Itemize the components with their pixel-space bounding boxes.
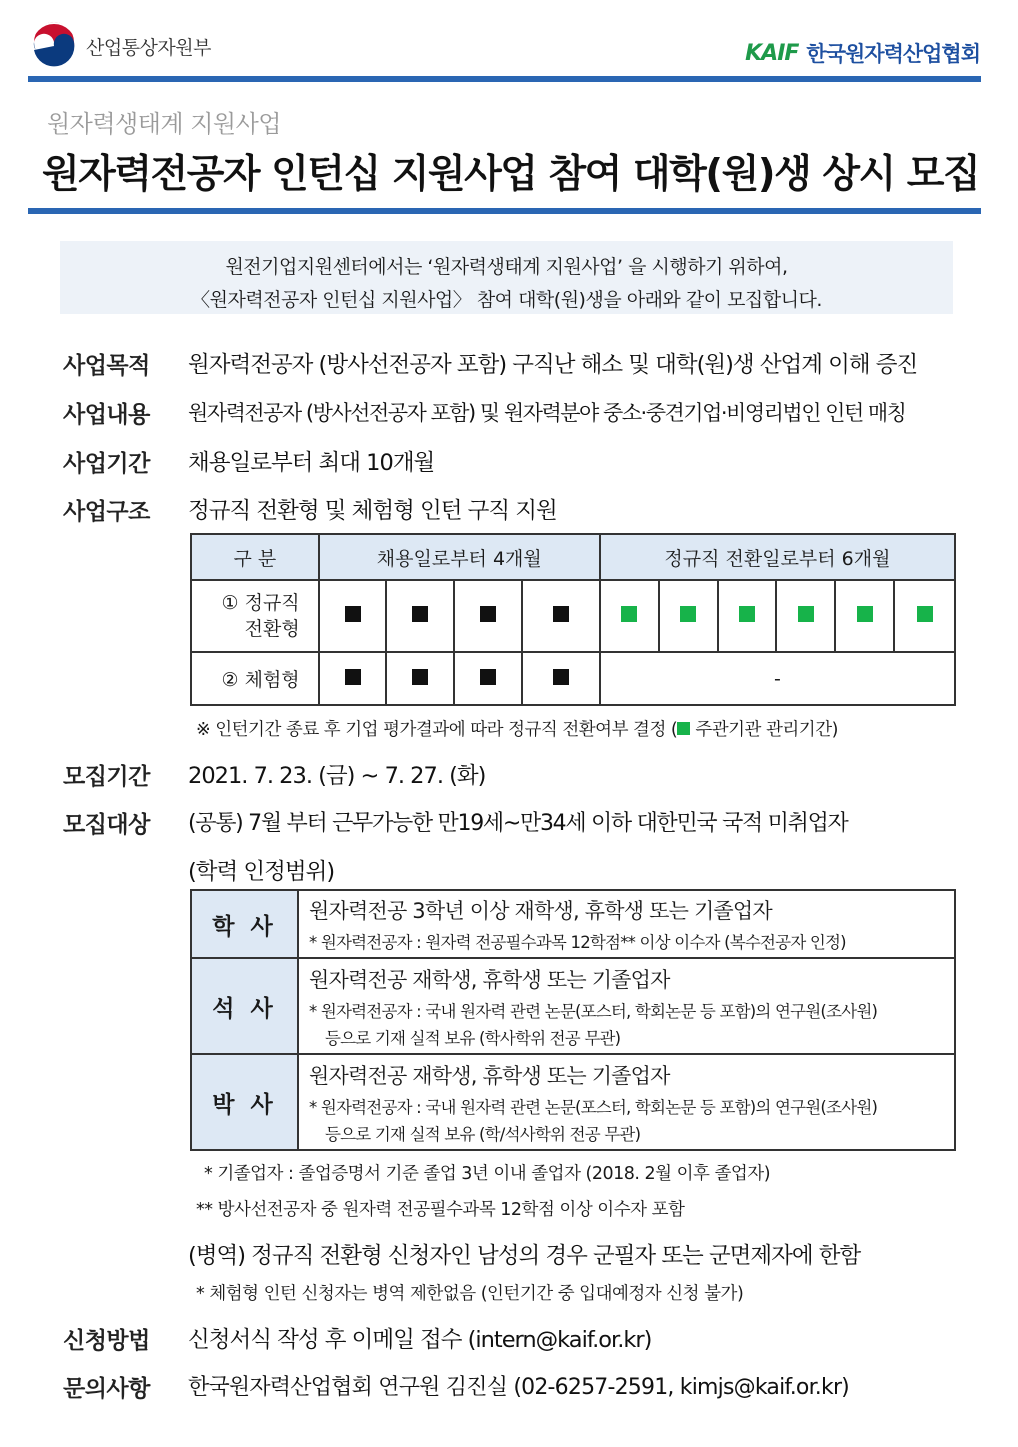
header-first-period: 채용일로부터 4개월 bbox=[319, 534, 600, 580]
contact-label: 문의사항 bbox=[63, 1376, 150, 1402]
intro-line-2: 〈원자력전공자 인턴십 지원사업〉 참여 대학(원)생을 아래와 같이 모집합니다. bbox=[191, 289, 822, 311]
graduate-note: * 기졸업자 : 졸업증명서 기준 졸업 3년 이내 졸업자 (2018. 2월 이후 졸업자) bbox=[204, 1164, 771, 1184]
black-square-icon bbox=[553, 669, 569, 685]
page-subtitle: 원자력생태계 지원사업 bbox=[47, 110, 281, 138]
master-main: 원자력전공 재학생, 휴학생 또는 기졸업자 bbox=[309, 967, 670, 992]
doctor-sub-2: 등으로 기재 실적 보유 (학/석사학위 전공 무관) bbox=[325, 1124, 641, 1144]
bachelor-sub: * 원자력전공자 : 원자력 전공필수과목 12학점** 이상 이수자 (복수전공자 인정) bbox=[309, 933, 846, 952]
recruit-period-label: 모집기간 bbox=[63, 764, 150, 790]
degree-doctor: 박 사 bbox=[191, 1054, 298, 1150]
military-note: * 체험형 인턴 신청자는 병역 제한없음 (인턴기간 중 입대예정자 신청 불가) bbox=[196, 1284, 744, 1304]
top-divider bbox=[28, 76, 981, 82]
master-sub-2: 등으로 기재 실적 보유 (학사학위 전공 무관) bbox=[325, 1028, 621, 1048]
title-divider bbox=[28, 208, 981, 214]
recruit-target-value: (공통) 7월 부터 근무가능한 만19세~만34세 이하 대한민국 국적 미취업자 bbox=[188, 811, 848, 836]
structure-row-conversion bbox=[191, 580, 955, 652]
degree-bachelor: 학 사 bbox=[191, 890, 298, 958]
recruit-period-value: 2021. 7. 23. (금) ~ 7. 27. (화) bbox=[188, 763, 486, 789]
header-category: 구 분 bbox=[191, 534, 319, 580]
green-square-icon bbox=[917, 606, 933, 622]
structure-note-prefix: ※ 인턴기간 종료 후 기업 평가결과에 따라 정규직 전환여부 결정 ( bbox=[196, 720, 678, 740]
period-value: 채용일로부터 최대 10개월 bbox=[188, 450, 435, 476]
green-square-icon bbox=[798, 606, 814, 622]
education-row-bachelor bbox=[191, 890, 955, 958]
black-square-icon bbox=[480, 669, 496, 685]
green-square-icon bbox=[677, 722, 690, 735]
green-square-icon bbox=[621, 606, 637, 622]
radiation-note: ** 방사선전공자 중 원자력 전공필수과목 12학점 이상 이수자 포함 bbox=[196, 1200, 685, 1220]
military-condition: (병역) 정규직 전환형 신청자인 남성의 경우 군필자 또는 군면제자에 한함 bbox=[188, 1243, 861, 1269]
ministry-name: 산업통상자원부 bbox=[86, 36, 211, 59]
black-square-icon bbox=[345, 606, 361, 622]
row-experience-second: - bbox=[600, 652, 955, 705]
content-label: 사업내용 bbox=[63, 402, 150, 428]
black-square-icon bbox=[412, 669, 428, 685]
intro-line-1: 원전기업지원센터에서는 ‘원자력생태계 지원사업’ 을 시행하기 위하여, bbox=[225, 256, 788, 278]
header-second-period: 정규직 전환일로부터 6개월 bbox=[600, 534, 955, 580]
structure-label: 사업구조 bbox=[63, 499, 150, 525]
purpose-value: 원자력전공자 (방사선전공자 포함) 구직난 해소 및 대학(원)생 산업계 이해 증진 bbox=[188, 352, 918, 378]
row-conversion-label-b: 전환형 bbox=[244, 618, 300, 640]
education-row-master bbox=[191, 958, 955, 1054]
purpose-label: 사업목적 bbox=[63, 353, 150, 379]
taeguk-icon bbox=[30, 22, 78, 70]
education-heading: (학력 인정범위) bbox=[188, 859, 335, 885]
structure-note-suffix: 주관기관 관리기간) bbox=[690, 720, 838, 740]
contact-value: 한국원자력산업협회 연구원 김진실 (02-6257-2591, kimjs@kaif.or.kr) bbox=[188, 1375, 849, 1400]
black-square-icon bbox=[480, 606, 496, 622]
black-square-icon bbox=[345, 669, 361, 685]
row-conversion-label-a: ① 정규직 bbox=[221, 592, 300, 614]
apply-method-label: 신청방법 bbox=[63, 1328, 150, 1354]
degree-master: 석 사 bbox=[191, 958, 298, 1054]
intro-box bbox=[60, 241, 953, 314]
page-title: 원자력전공자 인턴십 지원사업 참여 대학(원)생 상시 모집 bbox=[42, 152, 980, 197]
kaif-name: 한국원자력산업협회 bbox=[806, 42, 980, 66]
structure-note bbox=[196, 716, 838, 741]
apply-method-value: 신청서식 작성 후 이메일 접수 (intern@kaif.or.kr) bbox=[188, 1327, 652, 1353]
doctor-sub-1: * 원자력전공자 : 국내 원자력 관련 논문(포스터, 학회논문 등 포함)의 연구원(조사원) bbox=[309, 1097, 878, 1117]
recruit-target-label: 모집대상 bbox=[63, 812, 150, 838]
content-value: 원자력전공자 (방사선전공자 포함) 및 원자력분야 중소·중견기업·비영리법인 인턴 매칭 bbox=[188, 401, 906, 425]
master-sub-1: * 원자력전공자 : 국내 원자력 관련 논문(포스터, 학회논문 등 포함)의 연구원(조사원) bbox=[309, 1001, 878, 1021]
black-square-icon bbox=[412, 606, 428, 622]
black-square-icon bbox=[553, 606, 569, 622]
structure-table bbox=[190, 533, 956, 706]
row-conversion-label bbox=[191, 580, 319, 652]
period-label: 사업기간 bbox=[63, 451, 150, 477]
doctor-main: 원자력전공 재학생, 휴학생 또는 기졸업자 bbox=[309, 1063, 670, 1088]
green-square-icon bbox=[857, 606, 873, 622]
green-square-icon bbox=[739, 606, 755, 622]
kaif-logo bbox=[745, 38, 980, 68]
green-square-icon bbox=[680, 606, 696, 622]
kaif-mark: KAIF bbox=[745, 40, 799, 66]
structure-header-row bbox=[191, 534, 955, 580]
row-experience-label: ② 체험형 bbox=[191, 652, 319, 705]
education-row-doctor bbox=[191, 1054, 955, 1150]
education-table bbox=[190, 889, 956, 1151]
bachelor-main: 원자력전공 3학년 이상 재학생, 휴학생 또는 기졸업자 bbox=[309, 899, 772, 923]
structure-row-experience bbox=[191, 652, 955, 705]
ministry-logo bbox=[30, 22, 211, 70]
structure-value: 정규직 전환형 및 체험형 인턴 구직 지원 bbox=[188, 498, 557, 524]
